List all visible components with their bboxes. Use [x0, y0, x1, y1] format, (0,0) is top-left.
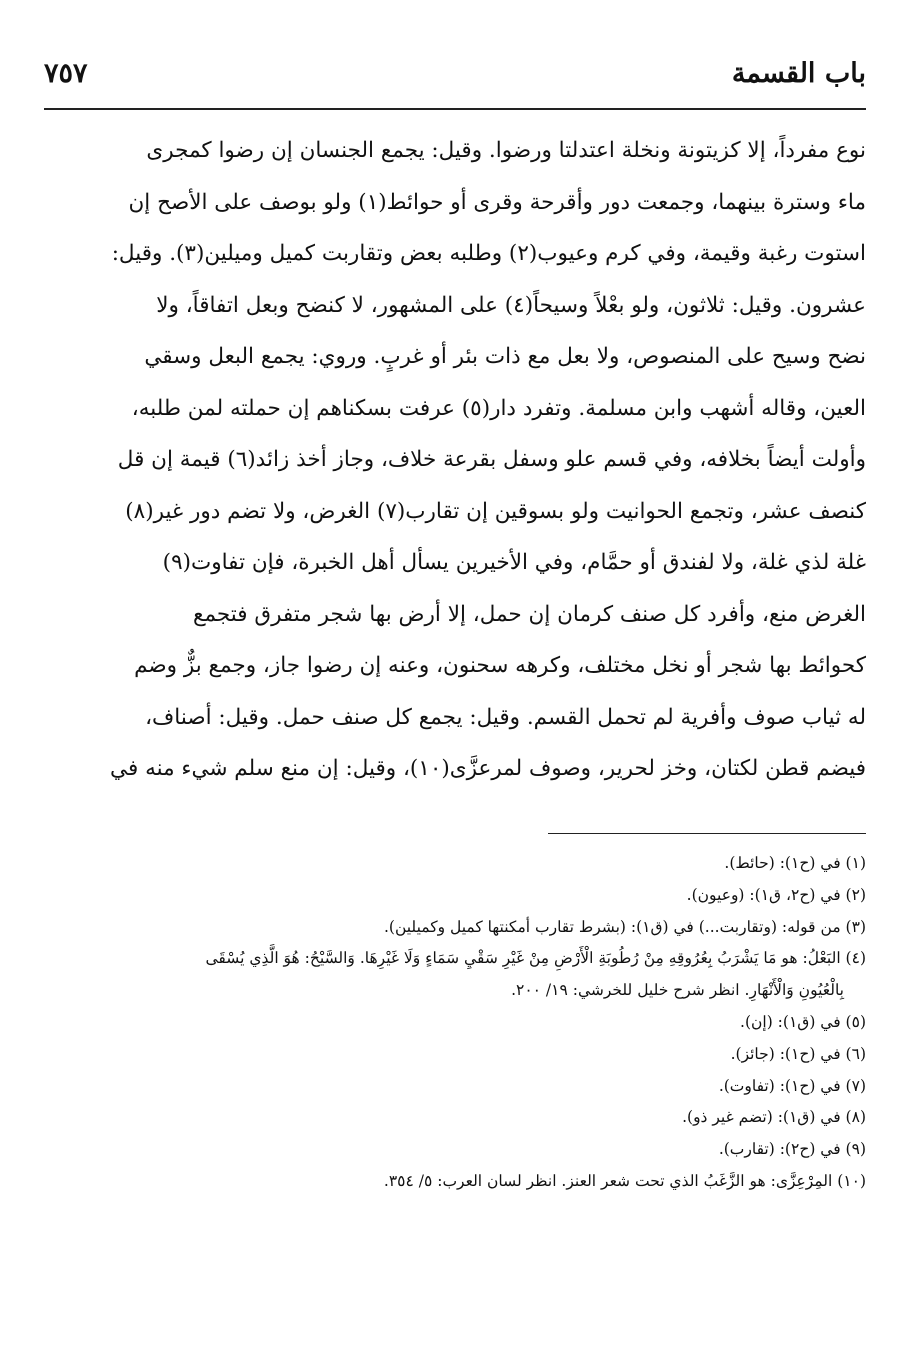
text-line: وأولت أيضاً بخلافه، وفي قسم علو وسفل بقرعة خلاف، وجاز أخذ زائد(٦) قيمة إن قل: [117, 447, 866, 472]
footnotes: [47, 848, 866, 1198]
text-line: الغرض منع، وأفرد كل صنف كرمان إن حمل، إلا أرض بها شجر متفرق فتجمع: [193, 601, 866, 627]
text-line: كحوائط بها شجر أو نخل مختلف، وكرهه سحنون، وعنه إن رضوا جاز، وجمع بزٌّ وضم: [134, 653, 866, 678]
header-divider: [44, 108, 866, 110]
text-line: نوع مفرداً، إلا كزيتونة ونخلة اعتدلتا ورضوا. وقيل: يجمع الجنسان إن رضوا كمجرى: [146, 138, 866, 163]
footnote: (٨) في (ق١): (تضم غير ذو).: [682, 1108, 866, 1127]
footnote: (٢) في (ح٢، ق١): (وعيون).: [686, 885, 866, 904]
chapter-title: باب القسمة: [731, 58, 866, 89]
text-line: استوت رغبة وقيمة، وفي كرم وعيوب(٢) وطلبه بعض وتقاربت كميل وميلين(٣). وقيل:: [111, 241, 866, 266]
footnote-divider: [548, 833, 866, 834]
footnote: (٦) في (ح١): (جائز).: [730, 1044, 866, 1063]
text-line: نضح وسيح على المنصوص، ولا بعل مع ذات بئر أو غربٍ. وروي: يجمع البعل وسقي: [144, 344, 866, 369]
text-line: غلة لذي غلة، ولا لفندق أو حمَّام، وفي الأخيرين يسأل أهل الخبرة، فإن تفاوت(٩): [162, 550, 866, 575]
footnote: (١) في (ح١): (حائط).: [724, 854, 866, 872]
footnote-continuation: بِالْعُيُونِ وَالْأَنْهَارِ. انظر شرح خليل للخرشي: ١٩/ ٢٠٠.: [511, 981, 844, 1000]
text-line: ماء وسترة بينهما، وجمعت دور وأقرحة وقرى أو حوائط(١) ولو بوصف على الأصح إن: [128, 189, 866, 215]
text-line: له ثياب صوف وأفرية لم تحمل القسم. وقيل: يجمع كل صنف حمل. وقيل: أصناف،: [145, 704, 866, 730]
main-text: [47, 125, 866, 795]
footnote: (٧) في (ح١): (تفاوت).: [718, 1076, 866, 1095]
page-number: ٧٥٧: [44, 58, 88, 89]
footnote: (٤) البَعْلُ: هو مَا يَشْرَبُ بِعُرُوقِهِ مِنْ رُطُوبَةِ الْأَرْضِ مِنْ غَيْرِ سَقْيِ سَمَاءٍ وَلَا غَيْرِهَا. وَالسَّيْحُ: هُوَ الَّذِي يُسْقَى: [205, 949, 866, 968]
footnote: (٥) في (ق١): (إن).: [740, 1012, 866, 1031]
page-header: [44, 52, 866, 104]
footnote: (١٠) المِرْعِزَّى: هو الزَّغَبُ الذي تحت شعر العنز. انظر لسان العرب: ٥/ ٣٥٤.: [383, 1171, 866, 1190]
text-line: فيضم قطن لكتان، وخز لحرير، وصوف لمرعزَّى(١٠)، وقيل: إن منع سلم شيء منه في: [110, 756, 866, 781]
text-line: عشرون. وقيل: ثلاثون، ولو بعْلاً وسيحاً(٤) على المشهور، لا كنضح وبعل اتفاقاً، ولا: [156, 292, 866, 318]
text-line: كنصف عشر، وتجمع الحوانيت ولو بسوقين إن تقارب(٧) الغرض، ولا تضم دور غير(٨): [125, 498, 866, 524]
footnote: (٣) من قوله: (وتقاربت...) في (ق١): (بشرط تقارب أمكنتها كميل وكميلين).: [383, 917, 866, 936]
text-line: العين، وقاله أشهب وابن مسلمة. وتفرد دار(٥) عرفت بسكناهم إن حملته لمن طلبه،: [131, 395, 866, 421]
footnote: (٩) في (ح٢): (تقارب).: [718, 1140, 866, 1159]
